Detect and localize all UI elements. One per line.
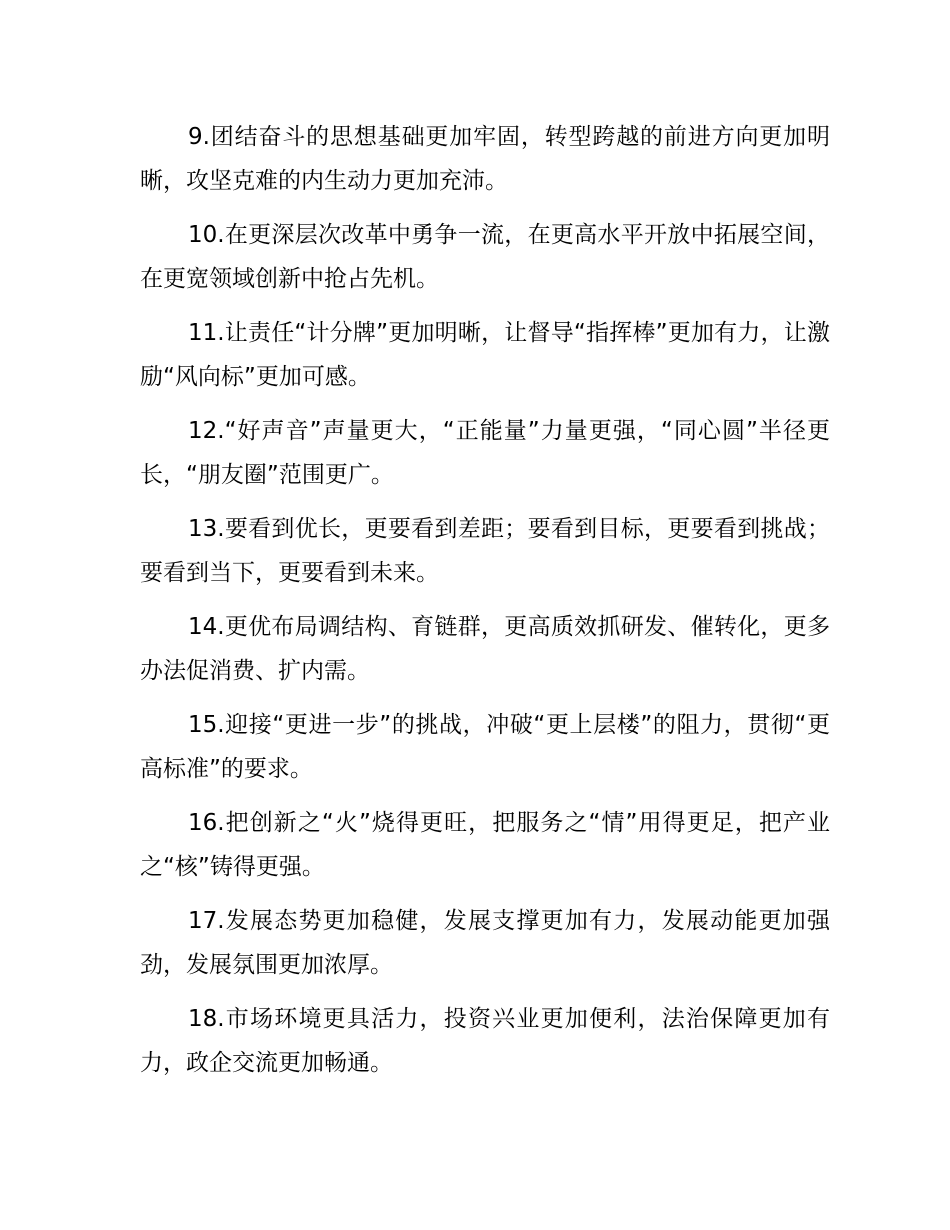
paragraph-16: 16.把创新之“火”烧得更旺，把服务之“情”用得更足，把产业之“核”铸得更强。 [140,810,830,880]
paragraph-12: 12.“好声音”声量更大，“正能量”力量更强，“同心圆”半径更长，“朋友圈”范围更广。 [140,418,830,488]
paragraph-11: 11.让责任“计分牌”更加明晰，让督导“指挥棒”更加有力，让激励“风向标”更加可感。 [140,320,830,390]
document-body [140,115,830,1095]
paragraph-10: 10.在更深层次改革中勇争一流，在更高水平开放中拓展空间，在更宽领域创新中抢占先机。 [140,222,830,292]
paragraph-14: 14.更优布局调结构、育链群，更高质效抓研发、催转化，更多办法促消费、扩内需。 [140,614,830,684]
paragraph-15: 15.迎接“更进一步”的挑战，冲破“更上层楼”的阻力，贯彻“更高标准”的要求。 [140,712,830,782]
paragraph-9: 9.团结奋斗的思想基础更加牢固，转型跨越的前进方向更加明晰，攻坚克难的内生动力更加充沛。 [140,124,830,194]
paragraph-17: 17.发展态势更加稳健，发展支撑更加有力，发展动能更加强劲，发展氛围更加浓厚。 [140,908,830,978]
paragraph-13: 13.要看到优长，更要看到差距；要看到目标，更要看到挑战；要看到当下，更要看到未来。 [140,516,830,586]
paragraph-18: 18.市场环境更具活力，投资兴业更加便利，法治保障更加有力，政企交流更加畅通。 [140,1006,830,1076]
